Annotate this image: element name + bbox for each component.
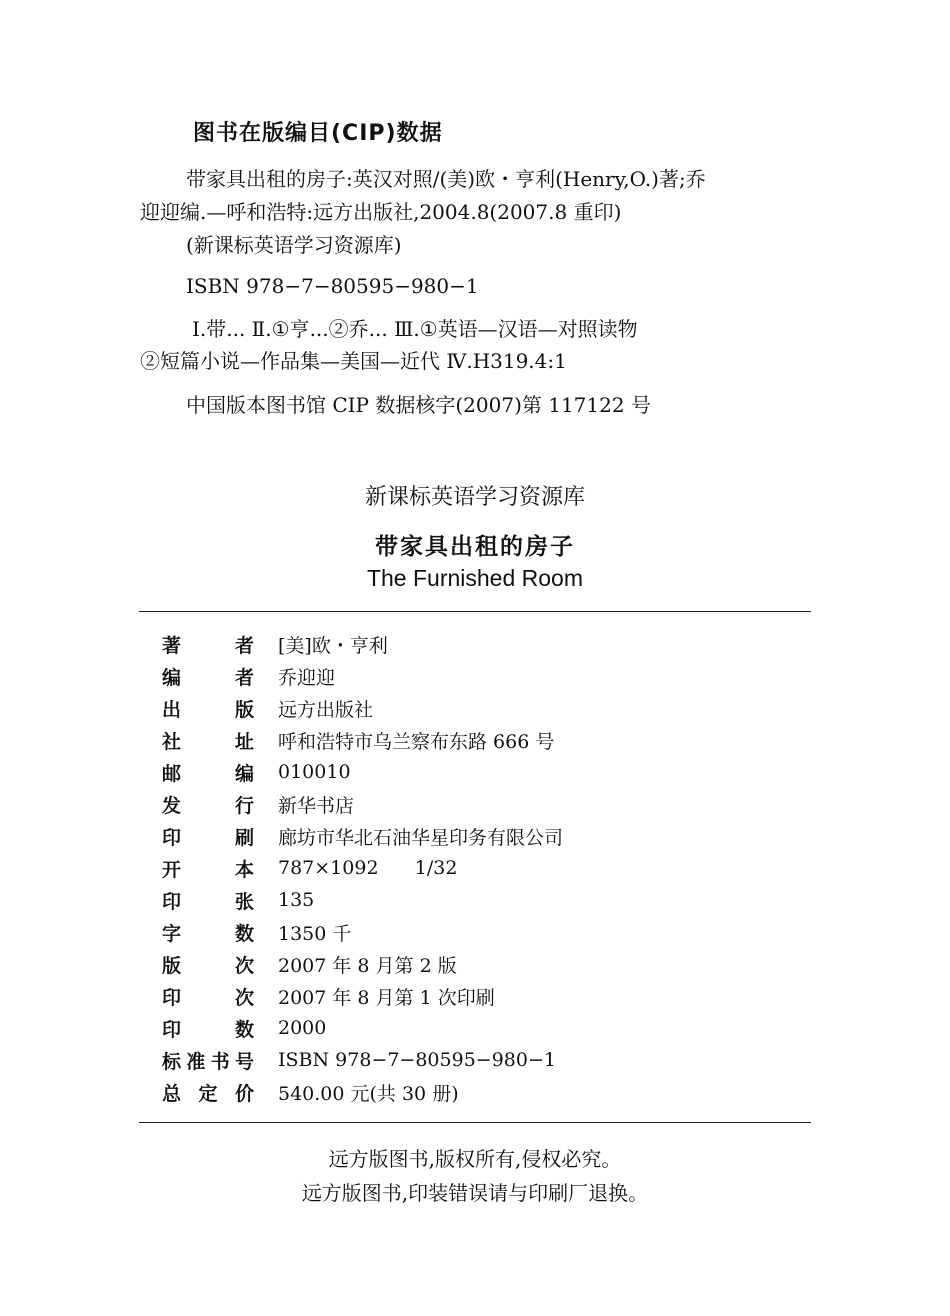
detail-row (162, 1076, 563, 1108)
detail-value: 787×1092 1/32 (278, 857, 458, 879)
detail-row (162, 724, 563, 756)
detail-row (162, 980, 563, 1012)
detail-value: [美]欧・亨利 (278, 634, 388, 657)
detail-label: 印 张 (162, 890, 254, 913)
book-title: 带家具出租的房子 (375, 534, 575, 560)
publication-details (162, 628, 563, 1108)
detail-value: 远方出版社 (278, 698, 374, 721)
detail-label: 邮 编 (162, 762, 254, 785)
detail-value: 廊坊市华北石油华星印务有限公司 (278, 826, 564, 849)
detail-value: 新华书店 (278, 794, 355, 817)
misprint-notice: 远方版图书,印装错误请与印刷厂退换。 (301, 1181, 649, 1205)
detail-row (162, 788, 563, 820)
detail-row (162, 852, 563, 884)
detail-row (162, 820, 563, 852)
detail-label: 总 定 价 (162, 1082, 254, 1105)
detail-label: 印 刷 (162, 826, 254, 849)
bottom-divider (139, 1122, 811, 1123)
detail-value: ISBN 978−7−80595−980−1 (278, 1049, 556, 1071)
detail-value: 540.00 元(共 30 册) (278, 1082, 459, 1105)
cip-line-2: 迎迎编.—呼和浩特:远方出版社,2004.8(2007.8 重印) (140, 200, 622, 224)
detail-label: 版 次 (162, 954, 254, 977)
cip-isbn: ISBN 978−7−80595−980−1 (186, 274, 479, 298)
detail-value: 2000 (278, 1017, 327, 1039)
detail-value: 2007 年 8 月第 1 次印刷 (278, 986, 495, 1009)
detail-label: 出 版 (162, 698, 254, 721)
top-divider (139, 611, 811, 612)
detail-row (162, 756, 563, 788)
detail-value: 135 (278, 889, 315, 911)
cip-heading: 图书在版编目(CIP)数据 (193, 121, 443, 146)
detail-label: 印 次 (162, 986, 254, 1009)
detail-row (162, 660, 563, 692)
book-title-english: The Furnished Room (366, 565, 584, 591)
detail-label: 印 数 (162, 1018, 254, 1041)
detail-value: 1350 千 (278, 922, 352, 945)
detail-value: 呼和浩特市乌兰察布东路 666 号 (278, 730, 555, 753)
detail-label: 标 准 书 号 (162, 1050, 254, 1073)
detail-label: 字 数 (162, 922, 254, 945)
cip-classification-2: ②短篇小说—作品集—美国—近代 Ⅳ.H319.4:1 (140, 349, 567, 373)
detail-value: 010010 (278, 761, 351, 783)
detail-row (162, 692, 563, 724)
cip-line-1: 带家具出租的房子:英汉对照/(美)欧・亨利(Henry,O.)著;乔 (186, 167, 706, 191)
detail-row (162, 948, 563, 980)
detail-value: 乔迎迎 (278, 666, 336, 689)
copyright-notice: 远方版图书,版权所有,侵权必究。 (328, 1147, 622, 1171)
detail-row (162, 628, 563, 660)
series-title: 新课标英语学习资源库 (364, 485, 585, 510)
cip-line-3: (新课标英语学习资源库) (186, 233, 402, 257)
detail-label: 开 本 (162, 858, 254, 881)
detail-label: 著 者 (162, 634, 254, 657)
detail-row (162, 884, 563, 916)
detail-row (162, 1044, 563, 1076)
cip-number: 中国版本图书馆 CIP 数据核字(2007)第 117122 号 (186, 393, 651, 417)
detail-label: 编 者 (162, 666, 254, 689)
detail-row (162, 1012, 563, 1044)
detail-row (162, 916, 563, 948)
cip-classification-1: Ⅰ.带... Ⅱ.①亨...②乔... Ⅲ.①英语—汉语—对照读物 (192, 317, 638, 341)
detail-value: 2007 年 8 月第 2 版 (278, 954, 457, 977)
detail-label: 社 址 (162, 730, 254, 753)
detail-label: 发 行 (162, 794, 254, 817)
